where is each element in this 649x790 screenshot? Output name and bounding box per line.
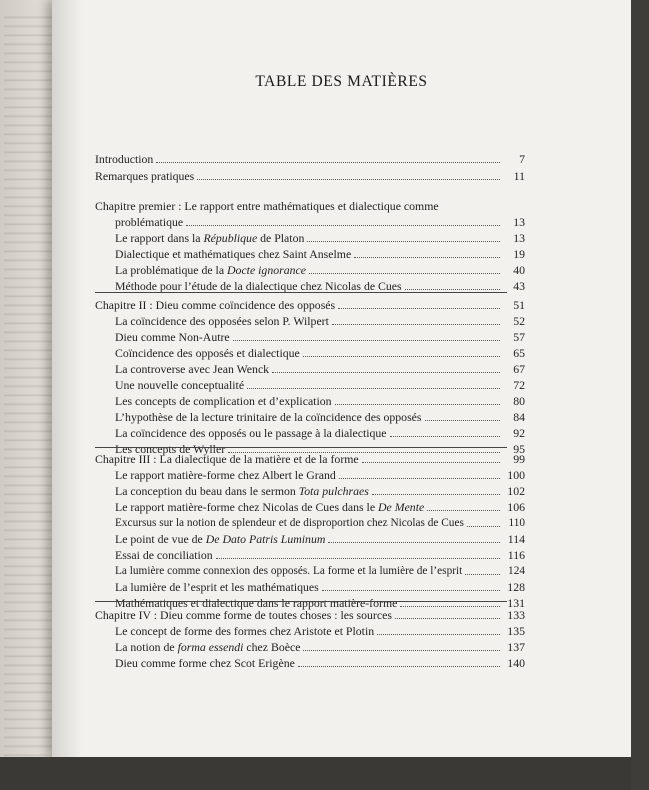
toc-page-number: 128 xyxy=(507,580,525,594)
toc-entry xyxy=(95,277,525,293)
chapter-title: Chapitre premier : Le rapport entre mathématiques et dialectique comme xyxy=(95,199,439,213)
toc-page-number: 135 xyxy=(507,624,525,638)
leader-dots xyxy=(328,542,500,543)
chapter-heading-3 xyxy=(95,450,525,466)
toc-page-number: 124 xyxy=(508,565,525,577)
leader-dots xyxy=(309,273,500,274)
chapter-separator xyxy=(95,292,507,293)
toc-entry-text: Le concept de forme des formes chez Aristote et Plotin xyxy=(115,624,375,638)
chapter-heading-1 xyxy=(95,197,525,213)
toc-page-number: 114 xyxy=(507,532,525,546)
leader-dots xyxy=(427,510,500,511)
toc-entry-text: Dieu comme Non-Autre xyxy=(115,330,230,344)
toc-page-number: 67 xyxy=(513,362,525,376)
leader-dots xyxy=(303,650,500,651)
toc-entry-text: Introduction xyxy=(95,152,154,166)
toc-page-number: 102 xyxy=(507,484,525,498)
toc-entry xyxy=(95,546,525,562)
toc-entry-text: Le rapport dans la République de Platon xyxy=(115,231,305,245)
toc-entry xyxy=(95,578,525,594)
toc-page-number: 51 xyxy=(513,298,525,312)
leader-dots xyxy=(405,289,500,290)
leader-dots xyxy=(465,574,500,575)
leader-dots xyxy=(395,618,500,619)
toc-page-number: 99 xyxy=(513,452,525,466)
toc-page-number: 57 xyxy=(513,330,525,344)
leader-dots xyxy=(372,494,500,495)
toc-page-number: 13 xyxy=(513,215,525,229)
toc-entry-text: La notion de forma essendi chez Boèce xyxy=(115,640,301,654)
page-gutter-shadow xyxy=(52,0,82,757)
leader-dots xyxy=(307,241,500,242)
toc-page-number: 116 xyxy=(507,548,525,562)
chapter-heading-1-cont xyxy=(95,213,525,229)
leader-dots xyxy=(338,308,500,309)
leader-dots xyxy=(197,179,500,180)
leader-dots xyxy=(186,225,500,226)
toc-page-number: 7 xyxy=(519,152,525,166)
toc-page-number: 95 xyxy=(513,442,525,456)
toc-page-number: 100 xyxy=(507,468,525,482)
toc-page-number: 131 xyxy=(507,596,525,610)
toc-entry-text: La coïncidence des opposées selon P. Wilpert xyxy=(115,314,329,328)
toc-entry xyxy=(95,312,525,328)
toc-entry-text: Remarques pratiques xyxy=(95,169,195,183)
toc-page-number: 137 xyxy=(507,640,525,654)
toc-entry-text: La controverse avec Jean Wenck xyxy=(115,362,270,376)
chapter-separator xyxy=(95,601,507,602)
leader-dots xyxy=(156,162,500,163)
toc-entry xyxy=(95,530,525,546)
leader-dots xyxy=(303,356,500,357)
toc-entry xyxy=(95,245,525,261)
toc-entry-text: La coïncidence des opposés ou le passage à la dialectique xyxy=(115,426,387,440)
toc-entry xyxy=(95,360,525,376)
leader-dots xyxy=(322,590,500,591)
toc-page-number: 40 xyxy=(513,263,525,277)
chapter-title: Chapitre IV : Dieu comme forme de toutes choses : les sources xyxy=(95,608,392,622)
toc-page-number: 133 xyxy=(507,608,525,622)
leader-dots xyxy=(298,666,500,667)
toc-page-number: 52 xyxy=(513,314,525,328)
toc-page-number: 106 xyxy=(507,500,525,514)
toc-entry xyxy=(95,498,525,514)
toc-entry-text: La lumière comme connexion des opposés. La forme et la lumière de l’esprit xyxy=(115,565,463,577)
toc-entry xyxy=(95,562,525,578)
chapter-title-cont: problématique xyxy=(115,215,184,229)
toc-entry-text: Dialectique et mathématiques chez Saint Anselme xyxy=(115,247,352,261)
leader-dots xyxy=(332,324,500,325)
toc-entry-text: Le point de vue de De Dato Patris Luminum xyxy=(115,532,326,546)
leader-dots xyxy=(233,340,500,341)
toc-page-number: 65 xyxy=(513,346,525,360)
toc-entry-text: Méthode pour l’étude de la dialectique chez Nicolas de Cues xyxy=(115,279,402,293)
toc-entry xyxy=(95,344,525,360)
chapter-heading-4 xyxy=(95,606,525,622)
toc-entry-text: Excursus sur la notion de splendeur et de disproportion chez Nicolas de Cues xyxy=(115,517,464,529)
chapter-title: Chapitre II : Dieu comme coïncidence des opposés xyxy=(95,298,336,312)
toc-entry-text: Une nouvelle conceptualité xyxy=(115,378,245,392)
leader-dots xyxy=(216,558,500,559)
page-title: TABLE DES MATIÈRES xyxy=(255,73,428,90)
chapter-title: Chapitre III : La dialectique de la matière et de la forme xyxy=(95,452,359,466)
toc-entry-text: Dieu comme forme chez Scot Erigène xyxy=(115,656,295,670)
toc-page-number: 72 xyxy=(513,378,525,392)
toc-entry xyxy=(95,408,525,424)
toc-page-number: 110 xyxy=(508,517,525,529)
toc-entry xyxy=(95,424,525,440)
leader-dots xyxy=(425,420,501,421)
toc-entry-text: Les concepts de complication et d’explication xyxy=(115,394,332,408)
toc-entry xyxy=(95,638,525,654)
toc-entry-text: Coïncidence des opposés et dialectique xyxy=(115,346,300,360)
toc-entry-introduction xyxy=(95,150,525,166)
toc-entry xyxy=(95,328,525,344)
toc-page-number: 92 xyxy=(513,426,525,440)
toc-entry xyxy=(95,376,525,392)
leader-dots xyxy=(247,388,500,389)
toc-entry xyxy=(95,229,525,245)
toc-page-number: 19 xyxy=(513,247,525,261)
toc-entry xyxy=(95,261,525,277)
toc-page-number: 80 xyxy=(513,394,525,408)
leader-dots xyxy=(377,634,500,635)
toc-entry-remarques xyxy=(95,167,525,183)
toc-page-number: 11 xyxy=(513,169,525,183)
toc-entry-text: Le rapport matière-forme chez Nicolas de Cues dans le De Mente xyxy=(115,500,425,514)
leader-dots xyxy=(467,526,500,527)
toc-entry-text: Essai de conciliation xyxy=(115,548,213,562)
toc-entry-text: Le rapport matière-forme chez Albert le Grand xyxy=(115,468,336,482)
leader-dots xyxy=(339,478,500,479)
background-surface-right xyxy=(631,0,649,790)
toc-entry xyxy=(95,466,525,482)
toc-entry xyxy=(95,622,525,638)
toc-entry xyxy=(95,514,525,530)
toc-entry-text: La problématique de la Docte ignorance xyxy=(115,263,306,277)
leader-dots xyxy=(272,372,500,373)
toc-page-number: 13 xyxy=(513,231,525,245)
toc-page-number: 140 xyxy=(507,656,525,670)
leader-dots xyxy=(390,436,500,437)
toc-page-number: 84 xyxy=(513,410,525,424)
toc-entry-text: L’hypothèse de la lecture trinitaire de la coïncidence des opposés xyxy=(115,410,422,424)
leader-dots xyxy=(354,257,500,258)
leader-dots xyxy=(362,462,500,463)
toc-entry-text: Mathématiques et dialectique dans le rapport matière-forme xyxy=(115,596,398,610)
toc-entry-text: La lumière de l’esprit et les mathématiques xyxy=(115,580,319,594)
toc-entry-text: Les concepts de Wyller xyxy=(115,442,226,456)
toc-entry xyxy=(95,482,525,498)
toc-entry xyxy=(95,654,525,670)
chapter-separator xyxy=(95,447,507,448)
leader-dots xyxy=(335,404,500,405)
toc-page-number: 43 xyxy=(513,279,525,293)
toc-entry-text: La conception du beau dans le sermon Tota pulchraes xyxy=(115,484,369,498)
background-surface xyxy=(0,757,649,790)
chapter-heading-2 xyxy=(95,296,525,312)
toc-entry xyxy=(95,392,525,408)
